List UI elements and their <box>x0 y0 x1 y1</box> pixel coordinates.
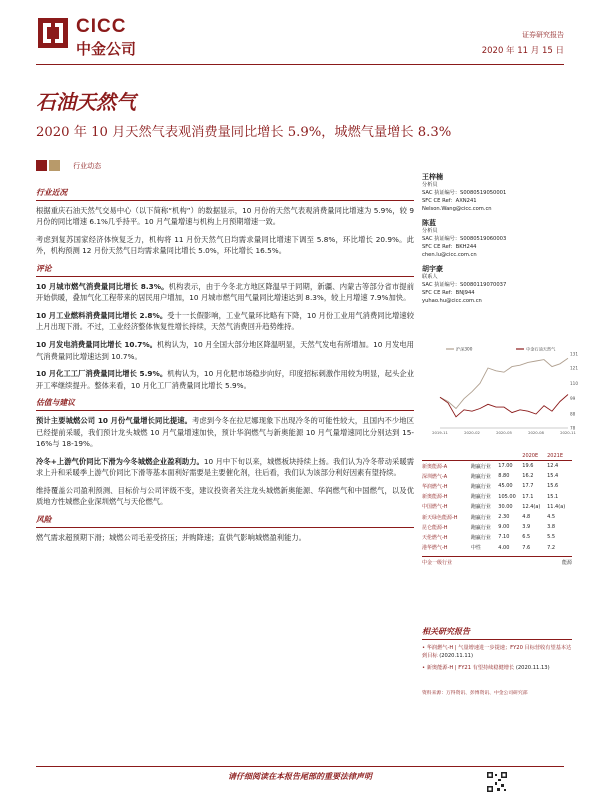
coverage-table <box>422 452 572 566</box>
table-row <box>422 522 572 532</box>
table-cell: 3.9 <box>522 524 531 531</box>
table-cell: 6.5 <box>522 534 531 541</box>
x-tick-label: 2020-11 <box>560 430 576 435</box>
legend-label: 沪深300 <box>456 346 473 352</box>
table-cell: 跑赢行业 <box>470 504 491 511</box>
table-cell: 天伦燃气-H <box>422 534 448 541</box>
table-cell: 11.4(a) <box>547 503 566 510</box>
tag-square-icon <box>36 160 47 171</box>
table-row <box>422 461 572 472</box>
brand-name-en: CICC <box>76 16 127 37</box>
tag-label: 行业动态 <box>73 161 102 170</box>
table-cell: 15.1 <box>547 493 559 500</box>
table-row <box>422 543 572 553</box>
table-note-row <box>422 556 572 566</box>
table-cell: 9.00 <box>498 524 510 531</box>
table-cell: 15.4 <box>547 473 559 480</box>
analyst <box>422 173 572 213</box>
paragraph: 10 月化工工厂消费量同比增长 5.9%。机构认为，10 月化肥市场稳步向好，印度招标刺激作用较为明显，起头企业开工率继续提升。整体来看，10 月化工厂消费量同比增长 5.9%。 <box>36 369 414 390</box>
table-header: 2021E <box>547 452 572 461</box>
table-header <box>422 452 471 461</box>
paragraph: 根据重庆石油天然气交易中心（以下简称“机构”）的数据显示，10 月份的天然气表观消费量同比增速为 5.9%，较 9 月份的同比增速 6.1%几乎持平。10 月气量增速与机构上月预期增速一致。 <box>36 205 414 227</box>
brand-name-cn: 中金公司 <box>76 40 137 58</box>
table-cell: 12.4 <box>547 463 559 470</box>
table-cell: 45.00 <box>498 483 513 490</box>
y-tick-label: 78 <box>570 425 576 431</box>
analyst-email[interactable]: Nelson.Wang@cicc.com.cn <box>422 206 492 212</box>
analyst-role: 分析员 <box>422 228 438 234</box>
qr-code-icon <box>486 771 508 793</box>
report-date: 2020 年 11 月 15 日 <box>481 46 564 56</box>
legal-notice: 请仔细阅读在本报告尾部的重要法律声明 <box>228 771 372 781</box>
related-item[interactable]: • 新奥能源-H | FY21 有望持续稳健增长 (2020.11.13) <box>422 665 550 671</box>
sector-title: 石油天然气 <box>36 90 136 114</box>
section <box>36 263 414 391</box>
related-reports <box>422 626 572 676</box>
paragraph: 冷冬+上游气价同比下滑为今冬城燃企业盈利助力。10 月中下旬以来，城燃板块持续上扬。我们认为冷冬带动采暖需求上升和采暖季上游气价同比下滑等基本面利好需要是主要催化剂，往后看，我们认为该部分利好因素有望持续。 <box>36 456 414 478</box>
analyst-name: 胡宇豪 <box>422 265 443 273</box>
y-tick-label: 88 <box>570 411 576 417</box>
analyst-list <box>422 170 572 305</box>
y-tick-label: 110 <box>570 380 578 386</box>
table-cell: 跑赢行业 <box>470 463 491 470</box>
table-cell: 5.5 <box>547 534 556 541</box>
table-cell: 19.6 <box>522 463 534 470</box>
analyst-role: 分析员 <box>422 182 438 188</box>
table-cell: 跑赢行业 <box>470 494 491 501</box>
table-cell: 7.2 <box>547 544 556 551</box>
table-cell: 17.7 <box>522 483 534 490</box>
report-title: 2020 年 10 月天然气表观消费量同比增长 5.9%，城燃气量增长 8.3% <box>36 125 452 140</box>
table-cell: 跑赢行业 <box>470 534 491 541</box>
x-tick-label: 2019-11 <box>432 430 448 435</box>
paragraph: 10 月城市燃气消费量同比增长 8.3%。机构表示，由于今冬北方地区降温早于同期，新疆、内蒙古等部分省市提前开始供暖，叠加气化工程带来的居民用户增加，10 月城市燃气用气量同比增速达到 8.3%，较上月增速 7.9%加快。 <box>36 281 414 303</box>
cicc-logo-icon <box>38 18 68 48</box>
table-header <box>471 452 498 461</box>
table-note-value: 能源 <box>561 559 572 566</box>
analyst-line: SFC CE Ref：AXN241 <box>422 198 477 204</box>
paragraph: 10 月工业燃料消费量同比增长 2.8%。受十一长假影响，工业气量环比略有下降，10 月份工业用气消费同比增速较上月出现下滑。不过，工业经济整体恢复性增长持续，天然气消费回升趋势维持。 <box>36 310 414 332</box>
table-cell: 中国燃气-H <box>422 504 448 511</box>
table-cell: 30.00 <box>498 503 513 510</box>
x-tick-label: 2020-02 <box>464 430 480 435</box>
analyst-line: SAC 执证编号：S0080519050001 <box>422 190 507 196</box>
table-cell: 17.00 <box>498 463 513 470</box>
table-cell: 16.2 <box>522 473 534 480</box>
series-line <box>440 358 568 408</box>
table-cell: 昆仑能源-H <box>422 524 448 531</box>
analyst-name: 陈蓝 <box>422 219 436 227</box>
table-cell: 中性 <box>470 545 481 552</box>
table-cell: 港华燃气-H <box>422 545 448 552</box>
table-row <box>422 532 572 542</box>
section <box>36 187 414 257</box>
analyst-line: SAC 执证编号：S0080519060003 <box>422 236 507 242</box>
table-row <box>422 512 572 522</box>
series-line <box>440 395 568 417</box>
table-header-row <box>422 452 572 461</box>
table-cell: 深圳燃气-A <box>422 473 448 480</box>
section-heading: 估值与建议 <box>36 397 414 411</box>
table-cell: 4.00 <box>498 544 510 551</box>
paragraph: 考虑到复苏国家经济体恢复乏力，机构将 11 月份天然气日均需求量同比增速下调至 5.8%，环比增长 20.9%。此外，机构预测 12 月份天然气日均需求量同比增长 5.0%，环比增长 16.5%。 <box>36 234 414 256</box>
table-cell: 8.80 <box>498 473 510 480</box>
analyst-line: SFC CE Ref：BKH244 <box>422 244 477 250</box>
table-cell: 3.8 <box>547 524 556 531</box>
related-item[interactable]: • 华润燃气-H | 气量增速进一步提速；FY20 目标营收有望基本达到目标 (2020.11.11) <box>422 645 572 659</box>
x-tick-label: 2020-08 <box>528 430 544 435</box>
table-cell: 4.5 <box>547 514 556 521</box>
table-cell: 跑赢行业 <box>470 524 491 531</box>
table-cell: 7.10 <box>498 534 510 541</box>
section <box>36 514 414 543</box>
analyst-name: 王梓楠 <box>422 173 443 181</box>
table-note: 中金一级行业 <box>422 559 453 566</box>
table-cell: 15.6 <box>547 483 559 490</box>
header-divider <box>36 64 564 65</box>
table-row <box>422 481 572 491</box>
related-heading: 相关研究报告 <box>422 626 572 640</box>
tag-bar <box>36 155 101 174</box>
section-heading: 评论 <box>36 263 414 277</box>
section <box>36 397 414 508</box>
paragraph: 预计主要城燃公司 10 月份气量增长同比提速。考虑到今冬在拉尼娜现象下出现冷冬的可能性较大，且国内不少地区已经提前采暖，我们预计龙头城燃 10 月气量增速加快，预计华润燃气与新奥能源 10 月气量增速同比分别达到 15-16%与 18-19%。 <box>36 415 415 449</box>
table-cell: 4.8 <box>522 514 531 521</box>
analyst-role: 联系人 <box>422 274 438 280</box>
table-cell: 新奥能源-H <box>422 494 448 501</box>
table-header <box>498 452 522 461</box>
paragraph: 维持覆盖公司盈利预测、目标价与公司评级不变，建议投资者关注龙头城燃新奥能源、华润燃气和中国燃气，以及优质地方性城燃企业深圳燃气与天伦燃气。 <box>36 485 414 507</box>
table-row <box>422 502 572 512</box>
analyst <box>422 219 572 259</box>
table-cell: 跑赢行业 <box>470 473 491 480</box>
y-tick-label: 131 <box>570 351 578 357</box>
table-row <box>422 471 572 481</box>
x-tick-label: 2020-05 <box>496 430 512 435</box>
table-cell: 华润燃气-H <box>422 483 448 490</box>
source-note: 资料来源：万得资讯、彭博资讯、中金公司研究部 <box>422 691 528 696</box>
legend-label: 中金石油天然气 <box>526 346 556 352</box>
table-cell: 新奥能源-A <box>422 463 448 470</box>
y-tick-label: 99 <box>570 396 576 402</box>
analyst-email[interactable]: chen.lu@cicc.com.cn <box>422 252 477 258</box>
analyst-email[interactable]: yuhao.hu@cicc.com.cn <box>422 298 482 304</box>
analyst-line: SFC CE Ref：BNJ944 <box>422 290 475 296</box>
table-row <box>422 492 572 502</box>
analyst <box>422 265 572 305</box>
table-cell: 跑赢行业 <box>470 483 491 490</box>
section-heading: 风险 <box>36 514 414 528</box>
tag-square-icon <box>49 160 60 171</box>
table-cell: 7.6 <box>522 544 531 551</box>
table-cell: 2.30 <box>498 514 510 521</box>
section-heading: 行业近况 <box>36 187 414 201</box>
table-header: 2020E <box>522 452 547 461</box>
paragraph: 10 月发电消费量同比增长 10.7%。机构认为，10 月全国大部分地区降温明显，天然气发电有所增加。10 月发电用气消费量同比增速达到 10.7%。 <box>36 339 414 361</box>
report-type: 证券研究报告 <box>522 31 564 39</box>
table-cell: 跑赢行业 <box>470 514 491 521</box>
table-cell: 新天绿色能源-H <box>422 514 458 521</box>
performance-chart <box>426 344 576 440</box>
analyst-line: SAC 执证编号：S0080119070037 <box>422 282 507 288</box>
table-cell: 105.00 <box>498 493 516 500</box>
footer-divider <box>36 766 564 767</box>
y-tick-label: 121 <box>570 365 578 371</box>
paragraph: 燃气需求超预期下滑；城燃公司毛差受挤压；并购降速；直供气影响城燃盈利能力。 <box>36 532 306 542</box>
table-cell: 12.4(a) <box>522 503 541 510</box>
table-cell: 17.1 <box>522 493 534 500</box>
main-body <box>36 182 414 549</box>
